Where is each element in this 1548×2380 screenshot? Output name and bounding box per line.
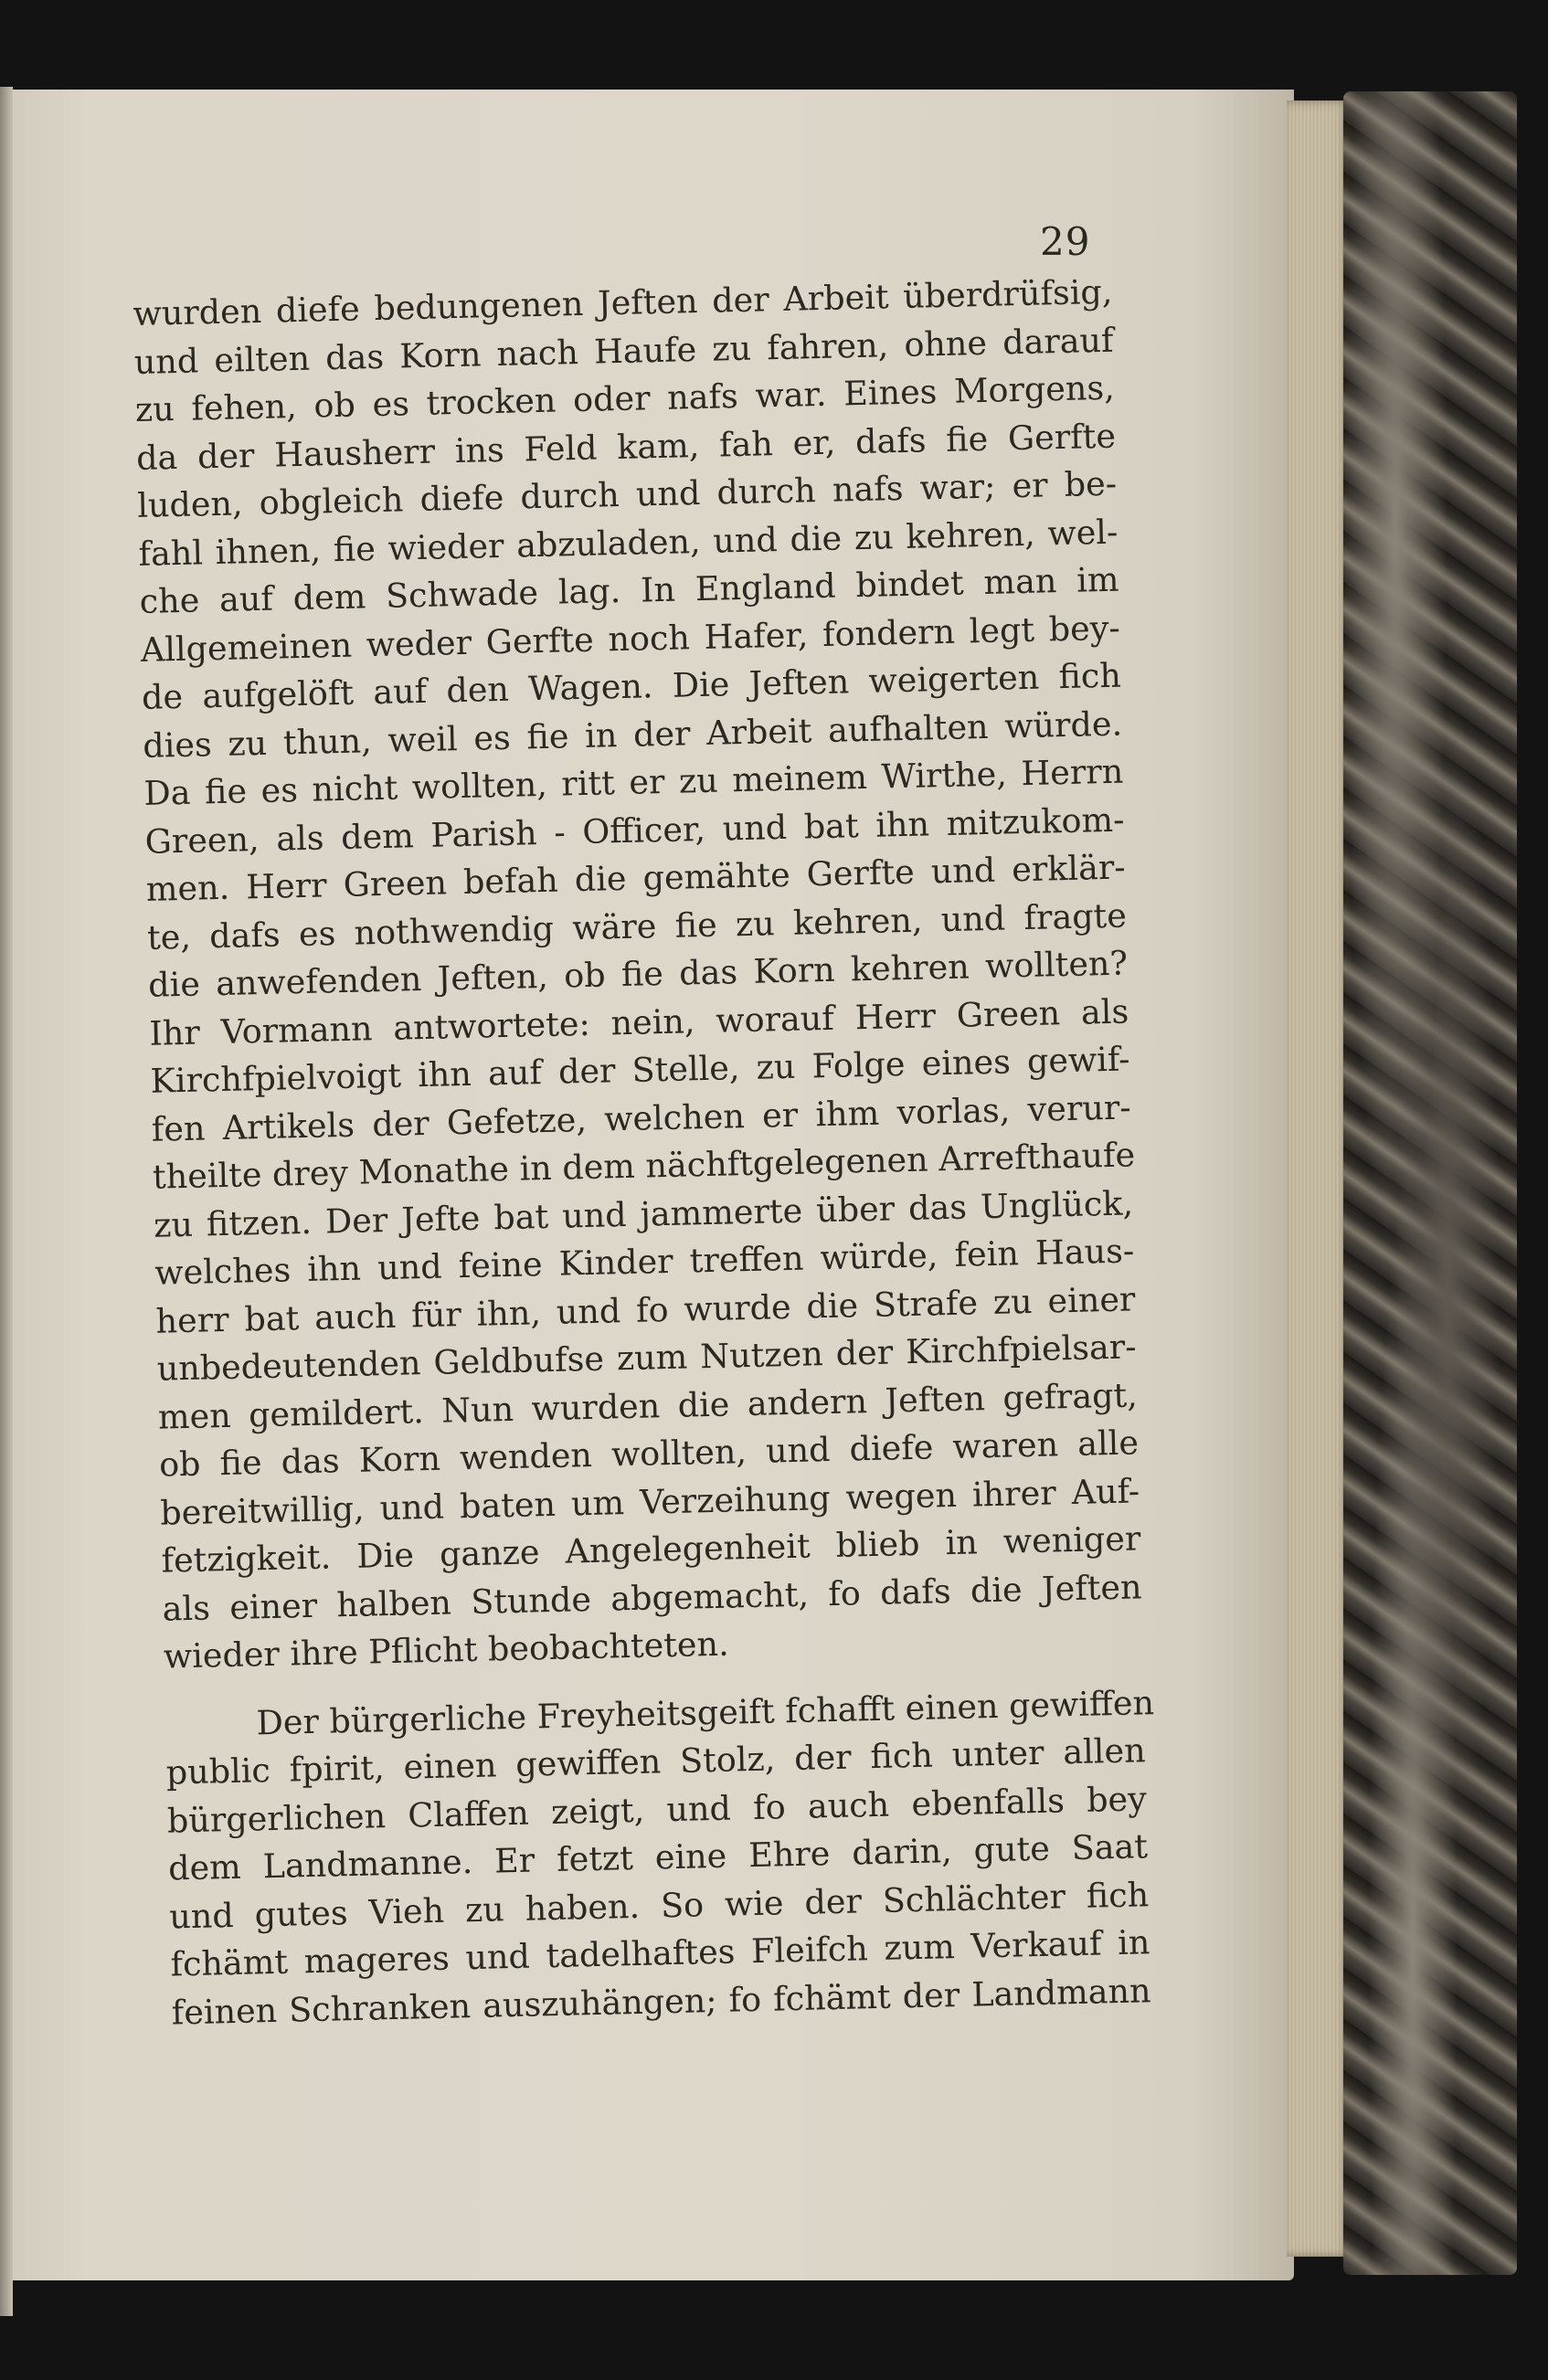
text-line: Green, als dem Parish - Officer, und bat ihn mitzukom- xyxy=(144,799,1125,862)
paragraph-1 xyxy=(133,269,1143,1681)
text-line: feinen Schranken auszuhängen; fo fchämt der Landmann xyxy=(171,1970,1151,2033)
text-line: herr bat auch für ihn, und fo wurde die Strafe zu einer xyxy=(155,1278,1136,1341)
page-block-edge xyxy=(1287,100,1351,2257)
text-line: welches ihn und feine Kinder treffen würde, fein Haus- xyxy=(154,1231,1135,1293)
text-line: ob fie das Korn wenden wollten, und diefe waren alle xyxy=(158,1423,1140,1485)
body-text xyxy=(133,269,1155,2037)
text-line: Allgemeinen weder Gerfte noch Hafer, fondern legt bey- xyxy=(140,608,1121,670)
text-line: da der Hausherr ins Feld kam, fah er, dafs fie Gerfte xyxy=(135,416,1117,478)
text-line: zu fitzen. Der Jefte bat und jammerte über das Unglück, xyxy=(153,1182,1134,1245)
text-line: unbedeutenden Geldbufse zum Nutzen der Kirchfpielsar- xyxy=(156,1327,1137,1389)
page-number: 29 xyxy=(1040,219,1091,264)
text-line: Kirchfpielvoigt ihn auf der Stelle, zu Folge eines gewif- xyxy=(150,1039,1130,1101)
text-line: che auf dem Schwade lag. In England bindet man im xyxy=(139,559,1119,621)
text-line: dem Landmanne. Er fetzt eine Ehre darin, gute Saat xyxy=(167,1826,1149,1888)
text-line: wurden diefe bedungenen Jeften der Arbeit überdrüfsig, xyxy=(133,271,1113,333)
marbled-cover xyxy=(1343,91,1517,2275)
text-line: dies zu thun, weil es fie in der Arbeit aufhalten würde. xyxy=(142,703,1123,766)
text-line: Ihr Vormann antwortete: nein, worauf Herr Green als xyxy=(148,990,1129,1053)
text-line: men. Herr Green befah die gemähte Gerfte und erklär- xyxy=(145,847,1127,909)
text-line: und gutes Vieh zu haben. So wie der Schlächter fich xyxy=(168,1874,1150,1937)
text-line: fetzigkeit. Die ganze Angelegenheit blieb in weniger xyxy=(161,1518,1141,1581)
text-line: fahl ihnen, fie wieder abzuladen, und die zu kehren, wel- xyxy=(138,512,1119,574)
text-line: luden, obgleich diefe durch und durch nafs war; er be- xyxy=(136,463,1118,525)
text-line: bereitwillig, und baten um Verzeihung wegen ihrer Auf- xyxy=(159,1470,1140,1533)
text-line: Da fie es nicht wollten, ritt er zu meinem Wirthe, Herrn xyxy=(143,751,1124,813)
text-line: theilte drey Monathe in dem nächftgelegenen Arrefthaufe xyxy=(152,1135,1136,1197)
text-line: die anwefenden Jeften, ob fie das Korn kehren wollten? xyxy=(147,943,1129,1005)
text-line: fen Artikels der Gefetze, welchen er ihm vorlas, verur- xyxy=(151,1086,1132,1149)
text-line: zu fehen, ob es trocken oder nafs war. Eines Morgens, xyxy=(134,367,1116,429)
previous-page-edge xyxy=(0,87,13,2316)
text-line: bürgerlichen Claffen zeigt, und fo auch ebenfalls bey xyxy=(166,1778,1148,1841)
paragraph-2 xyxy=(164,1679,1155,2037)
text-line: und eilten das Korn nach Haufe zu fahren, ohne darauf xyxy=(133,320,1114,382)
text-line: wieder ihre Pflicht beobachteten. xyxy=(163,1624,730,1677)
text-line: fchämt mageres und tadelhaftes Fleifch zum Verkauf in xyxy=(170,1922,1150,1984)
text-line: te, dafs es nothwendig wäre fie zu kehren, und fragte xyxy=(146,895,1128,957)
text-line: public fpirit, einen gewiffen Stolz, der fich unter allen xyxy=(165,1730,1147,1793)
text-line: de aufgelöft auf den Wagen. Die Jeften weigerten fich xyxy=(141,655,1122,717)
text-line: men gemildert. Nun wurden die andern Jeften gefragt, xyxy=(157,1374,1139,1437)
text-line: Der bürgerliche Freyheitsgeift fchafft einen gewiffen xyxy=(256,1682,1155,1742)
text-line: als einer halben Stunde abgemacht, fo dafs die Jeften xyxy=(162,1566,1142,1629)
